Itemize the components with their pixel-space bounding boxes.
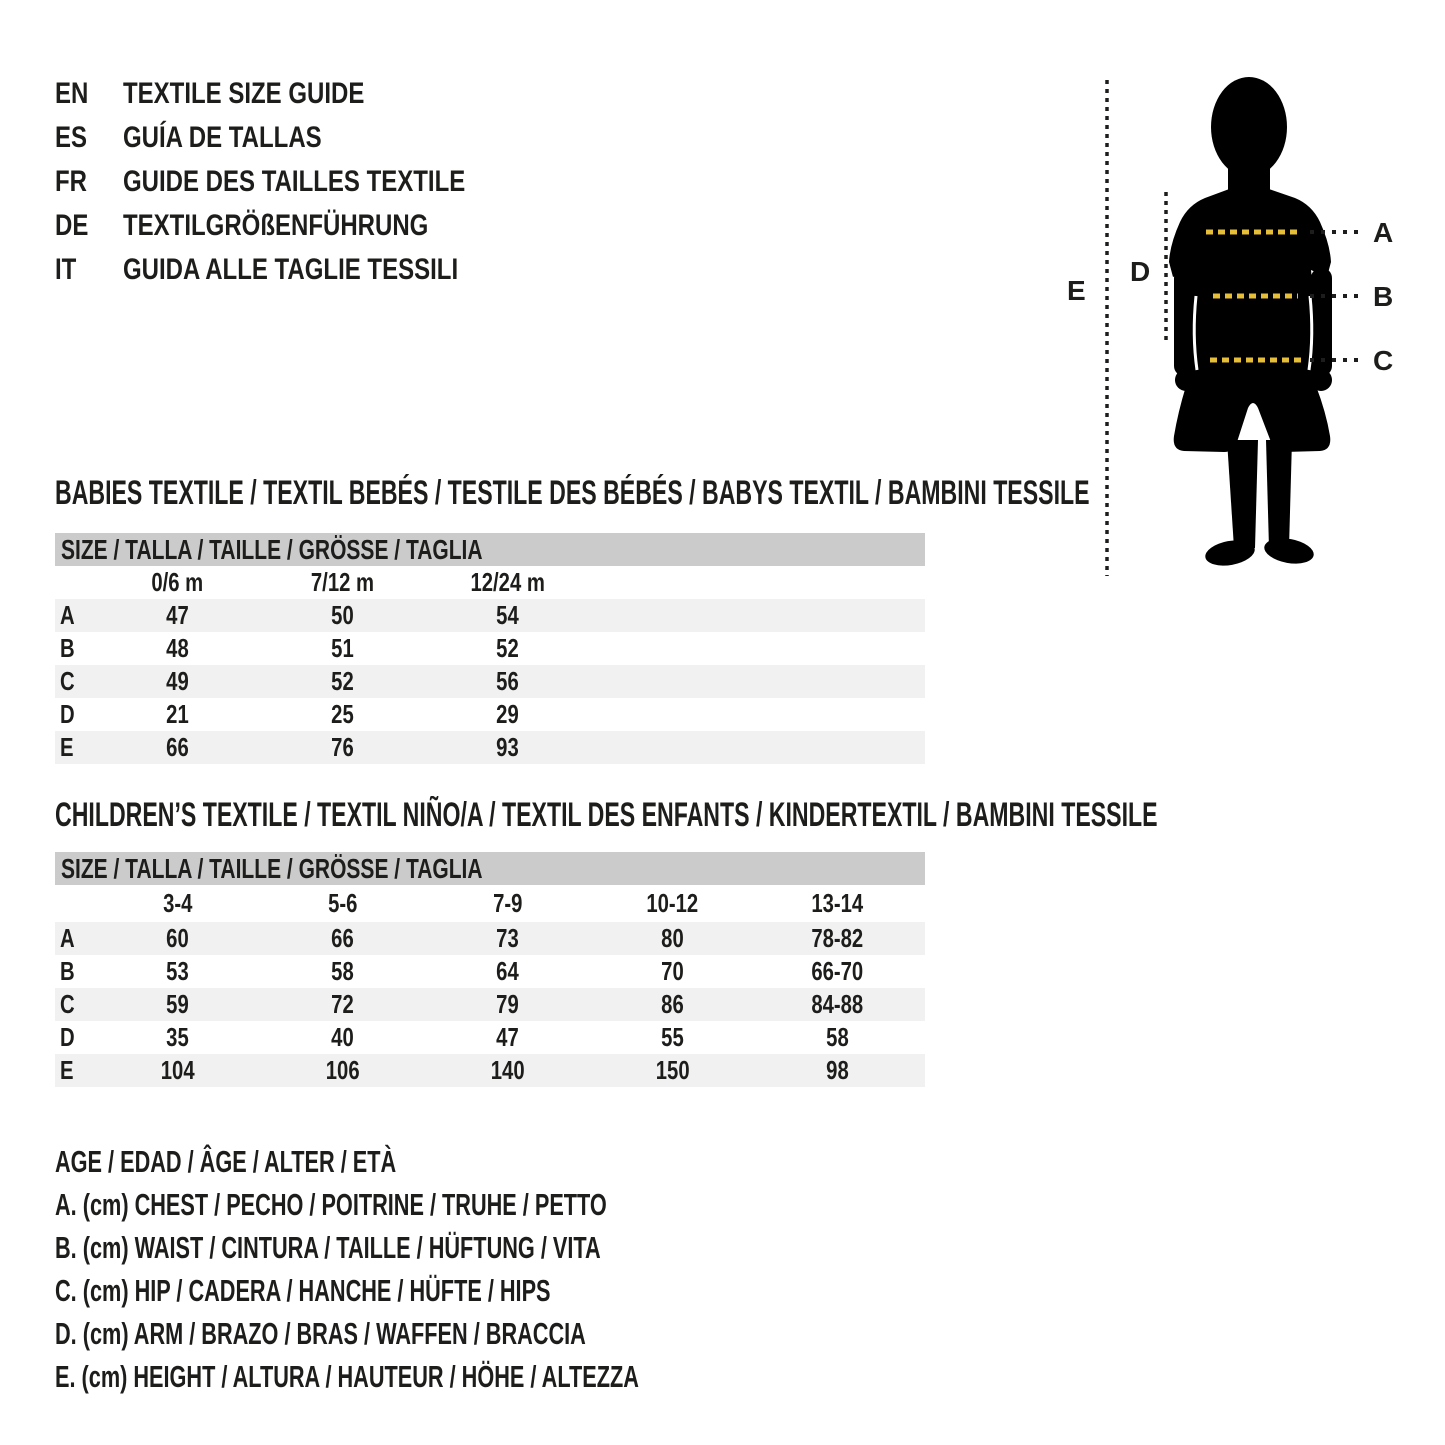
language-row — [55, 72, 551, 116]
cell-value: 54 — [496, 600, 519, 630]
cell-value: 66 — [166, 732, 189, 762]
language-title: TEXTILGRÖßENFÜHRUNG — [123, 209, 429, 242]
cell-value: 86 — [661, 989, 684, 1019]
cell-value: 47 — [496, 1022, 519, 1052]
table-row — [55, 731, 925, 764]
cell-value: 70 — [661, 956, 684, 986]
row-label: D — [60, 699, 75, 729]
table-row — [55, 665, 925, 698]
table-row — [55, 632, 925, 665]
cell-value: 35 — [166, 1022, 189, 1052]
row-label: B — [60, 633, 75, 663]
language-title-list — [55, 72, 551, 292]
cell-value: 50 — [331, 600, 354, 630]
cell-value: 29 — [496, 699, 519, 729]
table-row — [55, 1054, 925, 1087]
babies-table — [55, 566, 925, 764]
row-label: D — [60, 1022, 75, 1052]
row-label: A — [60, 923, 75, 953]
table-row — [55, 599, 925, 632]
table-row — [55, 988, 925, 1021]
column-header: 5-6 — [327, 888, 358, 918]
cell-value: 58 — [331, 956, 354, 986]
row-label: E — [60, 732, 74, 762]
cell-value: 49 — [166, 666, 189, 696]
column-header: 7-9 — [492, 888, 523, 918]
table-row — [55, 955, 925, 988]
table-row — [55, 1021, 925, 1054]
cell-value: 40 — [331, 1022, 354, 1052]
cell-value: 53 — [166, 956, 189, 986]
cell-value: 72 — [331, 989, 354, 1019]
row-label — [55, 885, 95, 922]
row-label — [55, 566, 95, 599]
cell-value: 106 — [325, 1055, 360, 1085]
measure-label-c: C — [1373, 345, 1394, 376]
cell-value: 140 — [490, 1055, 525, 1085]
row-label: A — [60, 600, 75, 630]
cell-value: 150 — [655, 1055, 690, 1085]
language-title: TEXTILE SIZE GUIDE — [123, 77, 365, 110]
language-row — [55, 160, 551, 204]
language-title: GUIDE DES TAILLES TEXTILE — [123, 165, 466, 198]
cell-value: 104 — [160, 1055, 195, 1085]
language-code: FR — [55, 165, 87, 198]
cell-value: 66 — [331, 923, 354, 953]
measure-label-d: D — [1130, 256, 1151, 287]
cell-value: 64 — [496, 956, 519, 986]
column-header: 13-14 — [811, 888, 864, 918]
cell-value: 80 — [661, 923, 684, 953]
table-header-row — [55, 885, 925, 922]
cell-value: 56 — [496, 666, 519, 696]
size-header-bar: SIZE / TALLA / TAILLE / GRÖSSE / TAGLIA — [55, 852, 925, 885]
column-header: 12/24 m — [470, 567, 545, 597]
language-code: DE — [55, 209, 89, 242]
column-header: 3-4 — [162, 888, 193, 918]
cell-value: 51 — [331, 633, 354, 663]
legend-line-chest: A. (cm) CHEST / PECHO / POITRINE / TRUHE / PETTO — [55, 1187, 607, 1222]
legend-line-arm: D. (cm) ARM / BRAZO / BRAS / WAFFEN / BRACCIA — [55, 1316, 586, 1351]
row-label: B — [60, 956, 75, 986]
legend-line-waist: B. (cm) WAIST / CINTURA / TAILLE / HÜFTUNG / VITA — [55, 1230, 601, 1265]
cell-value: 76 — [331, 732, 354, 762]
babies-section-heading: BABIES TEXTILE / TEXTIL BEBÉS / TESTILE DES BÉBÉS / BABYS TEXTIL / BAMBINI TESSILE — [55, 474, 1090, 512]
legend-line-age: AGE / EDAD / ÂGE / ALTER / ETÀ — [55, 1144, 397, 1179]
language-row — [55, 204, 551, 248]
language-title: GUÍA DE TALLAS — [123, 121, 322, 154]
measurement-legend — [55, 1140, 889, 1398]
table-row — [55, 922, 925, 955]
language-code: EN — [55, 77, 89, 110]
cell-value: 48 — [166, 633, 189, 663]
column-header: 10-12 — [646, 888, 699, 918]
legend-line-hip: C. (cm) HIP / CADERA / HANCHE / HÜFTE / HIPS — [55, 1273, 551, 1308]
cell-value: 79 — [496, 989, 519, 1019]
cell-value: 47 — [166, 600, 189, 630]
cell-value: 78-82 — [811, 923, 864, 953]
language-row — [55, 116, 551, 160]
column-header: 0/6 m — [151, 567, 204, 597]
cell-value: 59 — [166, 989, 189, 1019]
column-header: 7/12 m — [310, 567, 375, 597]
row-label: E — [60, 1055, 74, 1085]
language-code: IT — [55, 253, 77, 286]
cell-value: 55 — [661, 1022, 684, 1052]
cell-value: 25 — [331, 699, 354, 729]
cell-value: 66-70 — [811, 956, 864, 986]
cell-value: 73 — [496, 923, 519, 953]
language-code: ES — [55, 121, 88, 154]
table-row — [55, 698, 925, 731]
cell-value: 60 — [166, 923, 189, 953]
cell-value: 21 — [166, 699, 189, 729]
row-label: C — [60, 989, 75, 1019]
size-header-bar: SIZE / TALLA / TAILLE / GRÖSSE / TAGLIA — [55, 533, 925, 566]
measure-label-b: B — [1373, 281, 1394, 312]
cell-value: 93 — [496, 732, 519, 762]
cell-value: 52 — [331, 666, 354, 696]
measure-label-e: E — [1067, 275, 1086, 306]
children-section-heading: CHILDREN’S TEXTILE / TEXTIL NIÑO/A / TEXTIL DES ENFANTS / KINDERTEXTIL / BAMBINI TESSILE — [55, 796, 1158, 834]
cell-value: 84-88 — [811, 989, 864, 1019]
language-title: GUIDA ALLE TAGLIE TESSILI — [123, 253, 459, 286]
table-header-row — [55, 566, 925, 599]
children-table — [55, 885, 925, 1087]
child-measurement-figure — [1050, 60, 1445, 600]
language-row — [55, 248, 551, 292]
cell-value: 58 — [826, 1022, 849, 1052]
cell-value: 98 — [826, 1055, 849, 1085]
row-label: C — [60, 666, 75, 696]
legend-line-height: E. (cm) HEIGHT / ALTURA / HAUTEUR / HÖHE / ALTEZZA — [55, 1359, 639, 1394]
measure-label-a: A — [1373, 217, 1394, 248]
cell-value: 52 — [496, 633, 519, 663]
